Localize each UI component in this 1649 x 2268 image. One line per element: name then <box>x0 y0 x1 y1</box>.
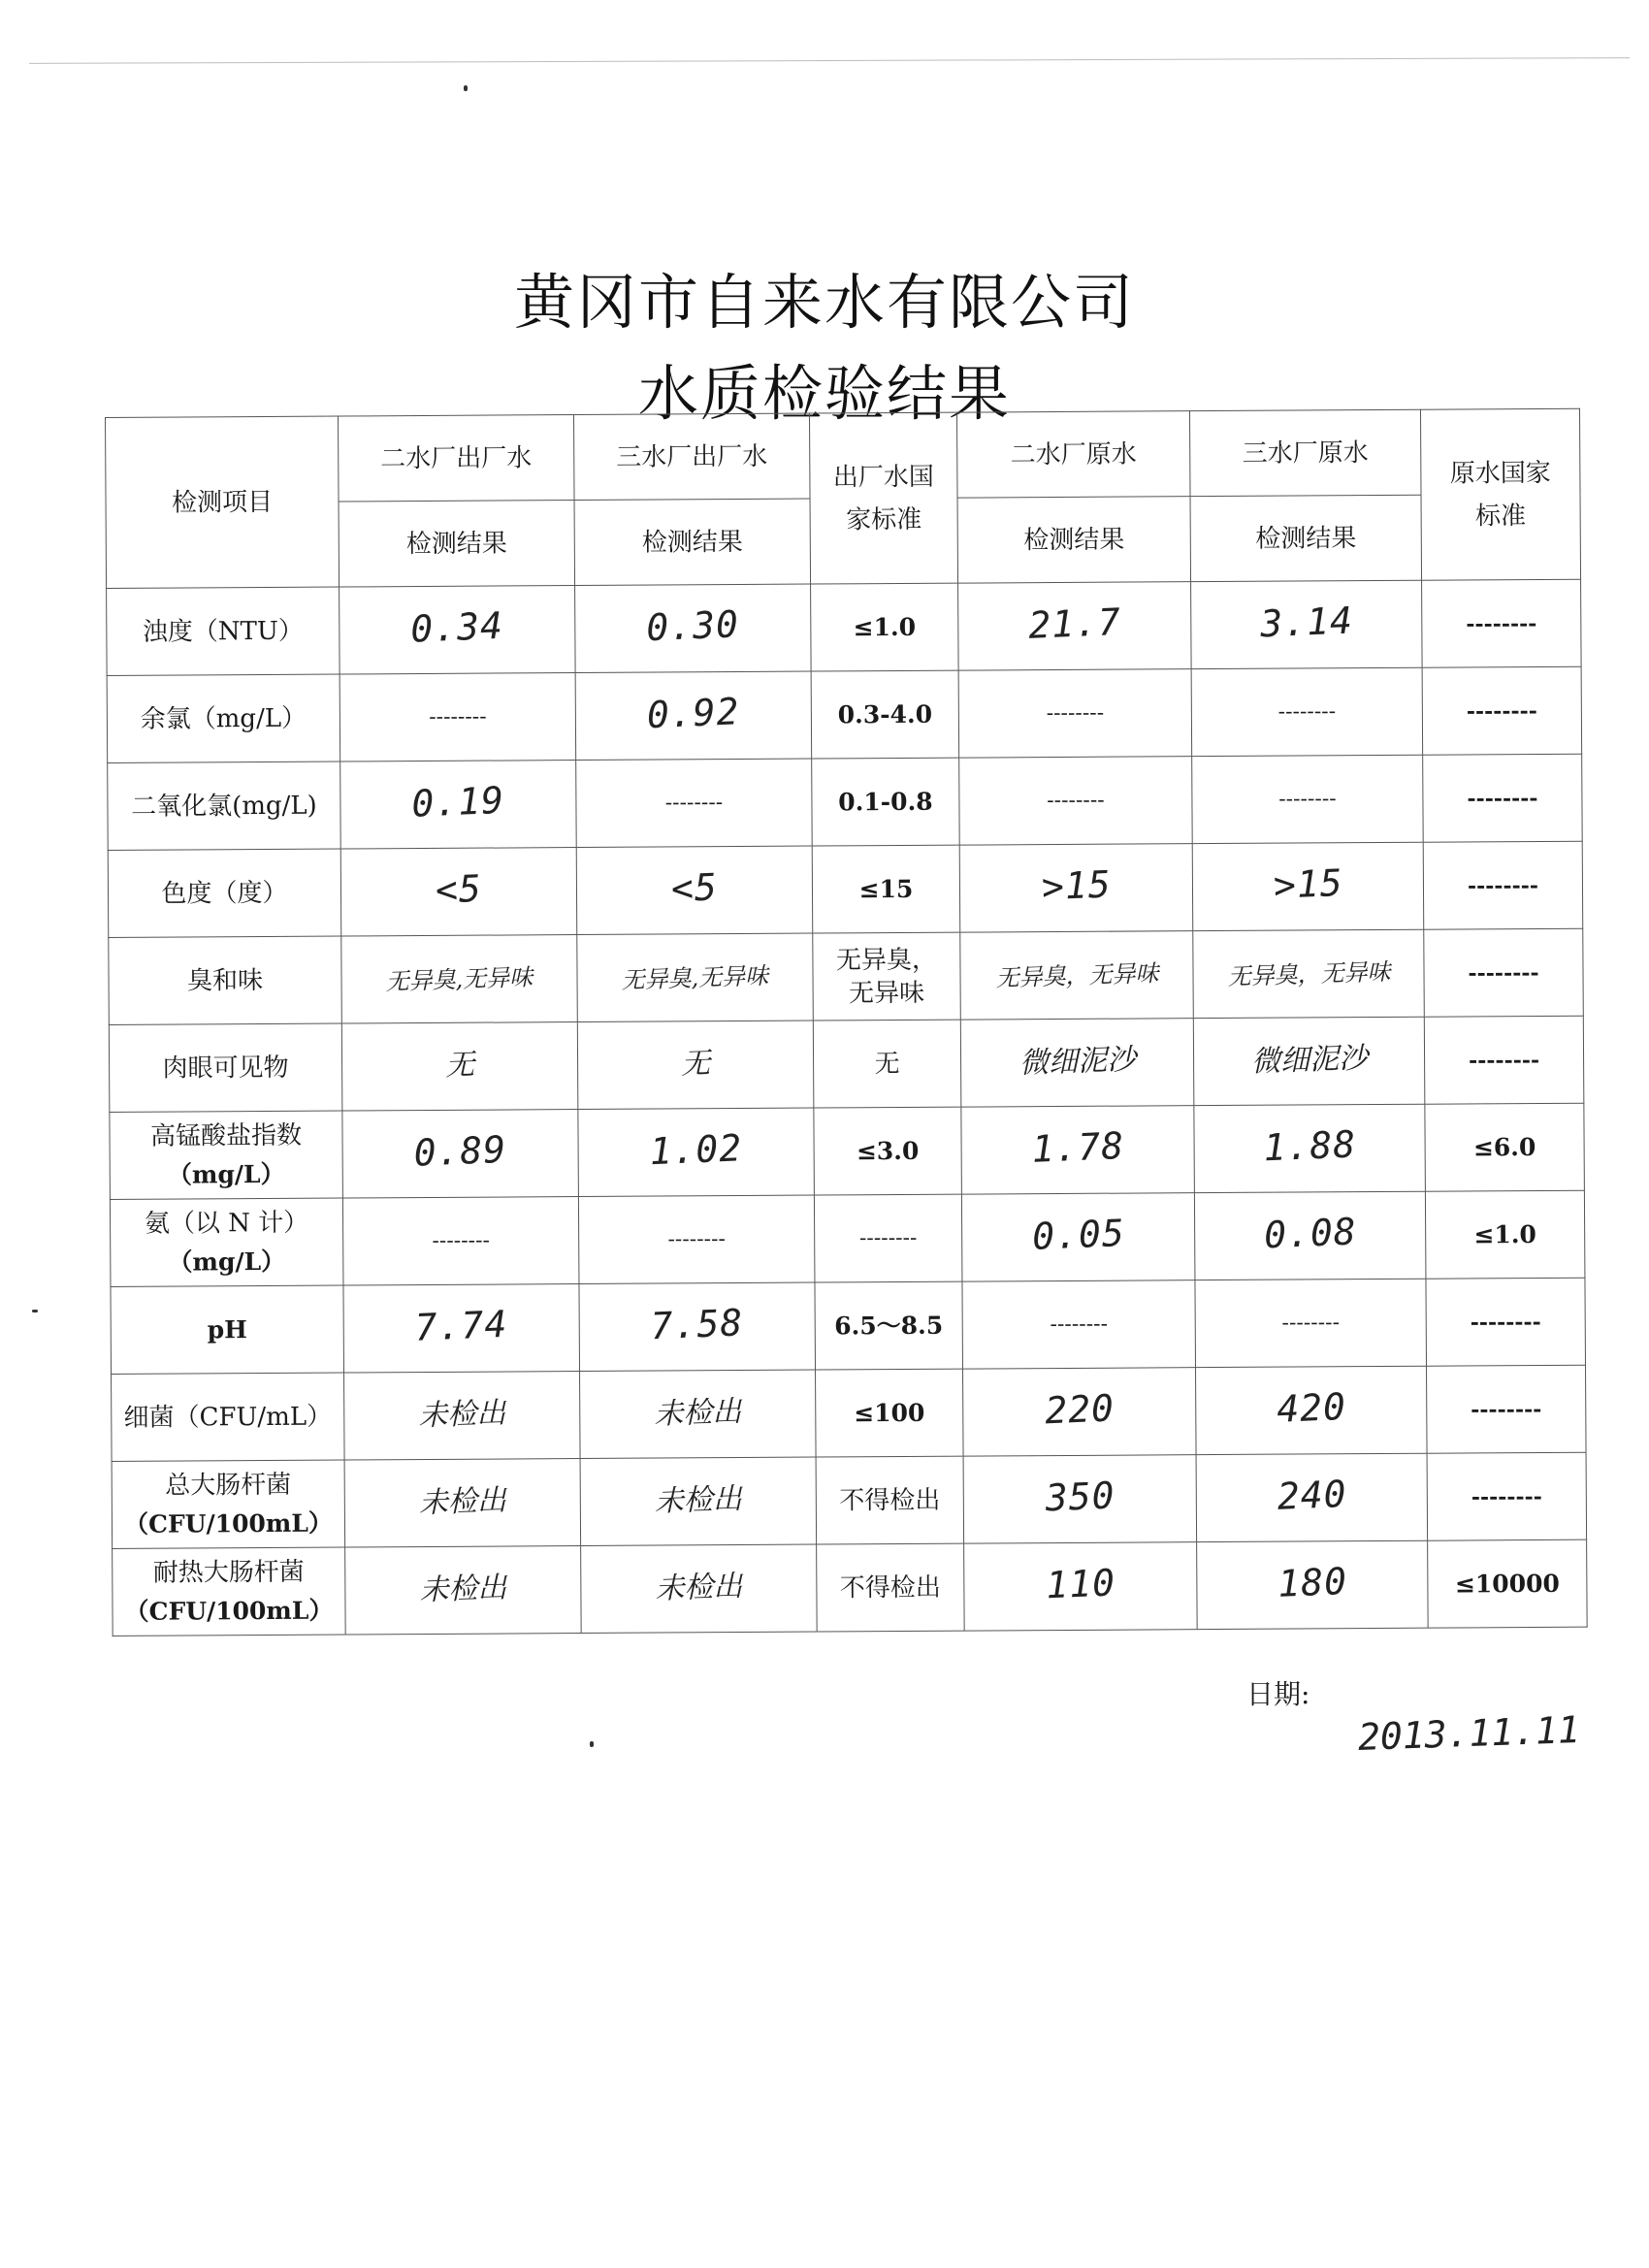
standard-cell: -------- <box>1423 754 1583 842</box>
result-cell: 0.05 <box>961 1193 1195 1281</box>
report-title: 水质检验结果 <box>637 358 1011 429</box>
result-cell: 0.89 <box>342 1110 579 1198</box>
result-cell: -------- <box>340 673 576 761</box>
row-label-line2: （mg/L） <box>168 1247 286 1277</box>
row-label: 二氧化氯(mg/L) <box>108 761 341 850</box>
row-label <box>112 1460 345 1548</box>
result-cell: 未检出 <box>344 1459 581 1547</box>
date-block <box>1246 1673 1581 1759</box>
result-cell: 未检出 <box>345 1546 582 1635</box>
company-name: 黄冈市自来水有限公司 <box>513 267 1135 338</box>
header-col1: 二水厂出厂水 <box>338 415 574 502</box>
row-label: 细菌（CFU/mL） <box>112 1373 345 1461</box>
header-std-out-line1: 出厂水国 <box>832 462 934 492</box>
table-row <box>110 1103 1585 1199</box>
result-cell: 无 <box>341 1022 578 1111</box>
result-cell: 7.74 <box>343 1284 580 1373</box>
header-col4: 三水厂原水 <box>1189 409 1421 496</box>
header-col3: 二水厂原水 <box>956 411 1190 498</box>
table-row <box>108 754 1583 850</box>
row-label-line2: （CFU/100mL） <box>123 1508 333 1539</box>
result-cell: 微细泥沙 <box>960 1019 1194 1107</box>
row-label-line1: 氨（以 N 计） <box>144 1208 309 1239</box>
standard-cell: -------- <box>1423 841 1583 929</box>
row-label-line2: （mg/L） <box>167 1159 285 1189</box>
standard-cell: -------- <box>1422 666 1582 755</box>
standard-cell: 不得检出 <box>817 1543 965 1632</box>
row-label-line1: 总大肠杆菌 <box>165 1470 292 1501</box>
result-cell: 180 <box>1197 1540 1429 1629</box>
standard-cell: 无 <box>813 1020 961 1108</box>
date-value: 2013.11.11 <box>1357 1708 1581 1759</box>
water-quality-table <box>105 408 1588 1636</box>
result-cell: >15 <box>959 844 1193 932</box>
header-std-out <box>809 412 957 584</box>
standard-cell: ≤15 <box>812 845 960 933</box>
table-row <box>112 1452 1587 1548</box>
result-cell: 0.30 <box>575 584 812 672</box>
date-label: 日期: <box>1246 1678 1310 1710</box>
result-cell: 未检出 <box>580 1370 817 1458</box>
row-label-line1: 高锰酸盐指数 <box>149 1120 303 1151</box>
header-row-1 <box>106 408 1581 502</box>
row-label: 余氯（mg/L） <box>107 674 340 762</box>
result-cell: 未检出 <box>344 1372 581 1460</box>
row-label: 浊度（NTU） <box>107 587 340 675</box>
result-cell: 420 <box>1196 1366 1428 1454</box>
result-cell: 0.34 <box>340 586 576 674</box>
result-cell: 220 <box>963 1368 1197 1456</box>
result-cell: 110 <box>964 1542 1198 1631</box>
standard-cell: ≤1.0 <box>811 583 959 671</box>
result-cell: -------- <box>342 1197 579 1285</box>
row-label-line1: 耐热大肠杆菌 <box>152 1557 305 1588</box>
header-item: 检测项目 <box>106 416 340 588</box>
result-cell: 未检出 <box>580 1457 817 1545</box>
standard-cell: -------- <box>1427 1365 1587 1453</box>
table-row <box>107 666 1582 762</box>
standard-cell <box>813 932 961 1021</box>
standard-cell: 不得检出 <box>816 1456 964 1544</box>
header-std-raw-line1: 原水国家 <box>1449 458 1551 489</box>
result-cell: 240 <box>1196 1453 1428 1541</box>
result-cell: <5 <box>576 846 813 934</box>
standard-cell: -------- <box>814 1194 962 1282</box>
row-label: 色度（度） <box>108 849 341 937</box>
scan-speck <box>32 1310 38 1312</box>
result-cell: 无 <box>577 1021 814 1109</box>
table-row <box>107 579 1582 675</box>
header-std-out-line2: 家标准 <box>846 504 922 535</box>
standard-cell: -------- <box>1424 928 1584 1017</box>
result-cell: 21.7 <box>958 582 1192 670</box>
result-cell: -------- <box>1192 755 1424 843</box>
standard-cell: 0.3-4.0 <box>811 670 959 759</box>
row-label: 肉眼可见物 <box>109 1023 342 1112</box>
result-cell: 未检出 <box>581 1544 818 1633</box>
standard-cell: ≤100 <box>816 1369 964 1457</box>
table-row <box>110 1190 1585 1286</box>
header-result: 检测结果 <box>957 497 1191 583</box>
standard-line1: 无异臭， <box>835 945 938 975</box>
result-cell: 1.88 <box>1194 1104 1426 1192</box>
standard-cell: 6.5～8.5 <box>815 1281 963 1370</box>
table-row <box>113 1539 1588 1636</box>
result-cell: -------- <box>1195 1279 1427 1367</box>
scan-speck <box>464 85 468 91</box>
header-std-raw-line2: 标准 <box>1475 501 1527 531</box>
header-std-raw <box>1420 408 1580 580</box>
table-row <box>111 1278 1586 1374</box>
standard-cell: -------- <box>1426 1278 1586 1366</box>
standard-cell: -------- <box>1427 1452 1587 1540</box>
standard-cell: ≤6.0 <box>1425 1103 1585 1191</box>
result-cell: 无异臭,无异味 <box>577 933 814 1021</box>
header-col2: 三水厂出厂水 <box>573 413 810 500</box>
row-label <box>110 1198 343 1286</box>
table-row <box>109 1016 1584 1112</box>
row-label <box>113 1547 346 1636</box>
results-table-wrap <box>105 408 1587 1636</box>
standard-line2: 无异味 <box>849 978 925 1008</box>
result-cell: 7.58 <box>579 1282 816 1371</box>
standard-cell: -------- <box>1424 1016 1584 1104</box>
result-cell: -------- <box>962 1280 1196 1369</box>
result-cell: <5 <box>340 848 577 936</box>
result-cell: -------- <box>1191 667 1423 756</box>
result-cell: 微细泥沙 <box>1193 1017 1425 1105</box>
result-cell: 无异臭,无异味 <box>341 935 578 1023</box>
result-cell: 0.92 <box>575 671 812 760</box>
table-row <box>108 841 1583 937</box>
result-cell: -------- <box>958 669 1192 758</box>
row-label-line2: （CFU/100mL） <box>124 1596 334 1626</box>
result-cell: 1.78 <box>961 1106 1195 1194</box>
result-cell: 无异臭，无异味 <box>960 931 1194 1020</box>
scan-speck <box>590 1741 594 1747</box>
result-cell: 350 <box>963 1455 1197 1543</box>
header-result: 检测结果 <box>339 501 575 587</box>
header-result: 检测结果 <box>1190 495 1422 581</box>
result-cell: 3.14 <box>1191 580 1423 668</box>
row-label <box>110 1111 343 1199</box>
result-cell: -------- <box>959 757 1193 845</box>
standard-cell: ≤1.0 <box>1425 1190 1585 1279</box>
standard-cell: ≤3.0 <box>814 1107 962 1195</box>
standard-cell: 0.1-0.8 <box>812 758 960 846</box>
standard-cell: ≤10000 <box>1428 1539 1588 1628</box>
row-label: 臭和味 <box>109 936 342 1024</box>
document-title <box>0 254 1649 340</box>
result-cell: -------- <box>576 759 813 847</box>
result-cell: 无异臭，无异味 <box>1193 929 1425 1018</box>
scan-edge-line <box>29 57 1630 64</box>
result-cell: >15 <box>1192 842 1424 930</box>
table-row <box>112 1365 1587 1461</box>
result-cell: 0.19 <box>340 761 577 849</box>
result-cell: -------- <box>578 1195 815 1283</box>
table-row <box>109 928 1584 1024</box>
result-cell: 0.08 <box>1194 1191 1426 1280</box>
standard-cell: -------- <box>1422 579 1582 667</box>
row-label: pH <box>111 1285 344 1374</box>
result-cell: 1.02 <box>578 1108 815 1196</box>
header-result: 检测结果 <box>574 499 811 585</box>
